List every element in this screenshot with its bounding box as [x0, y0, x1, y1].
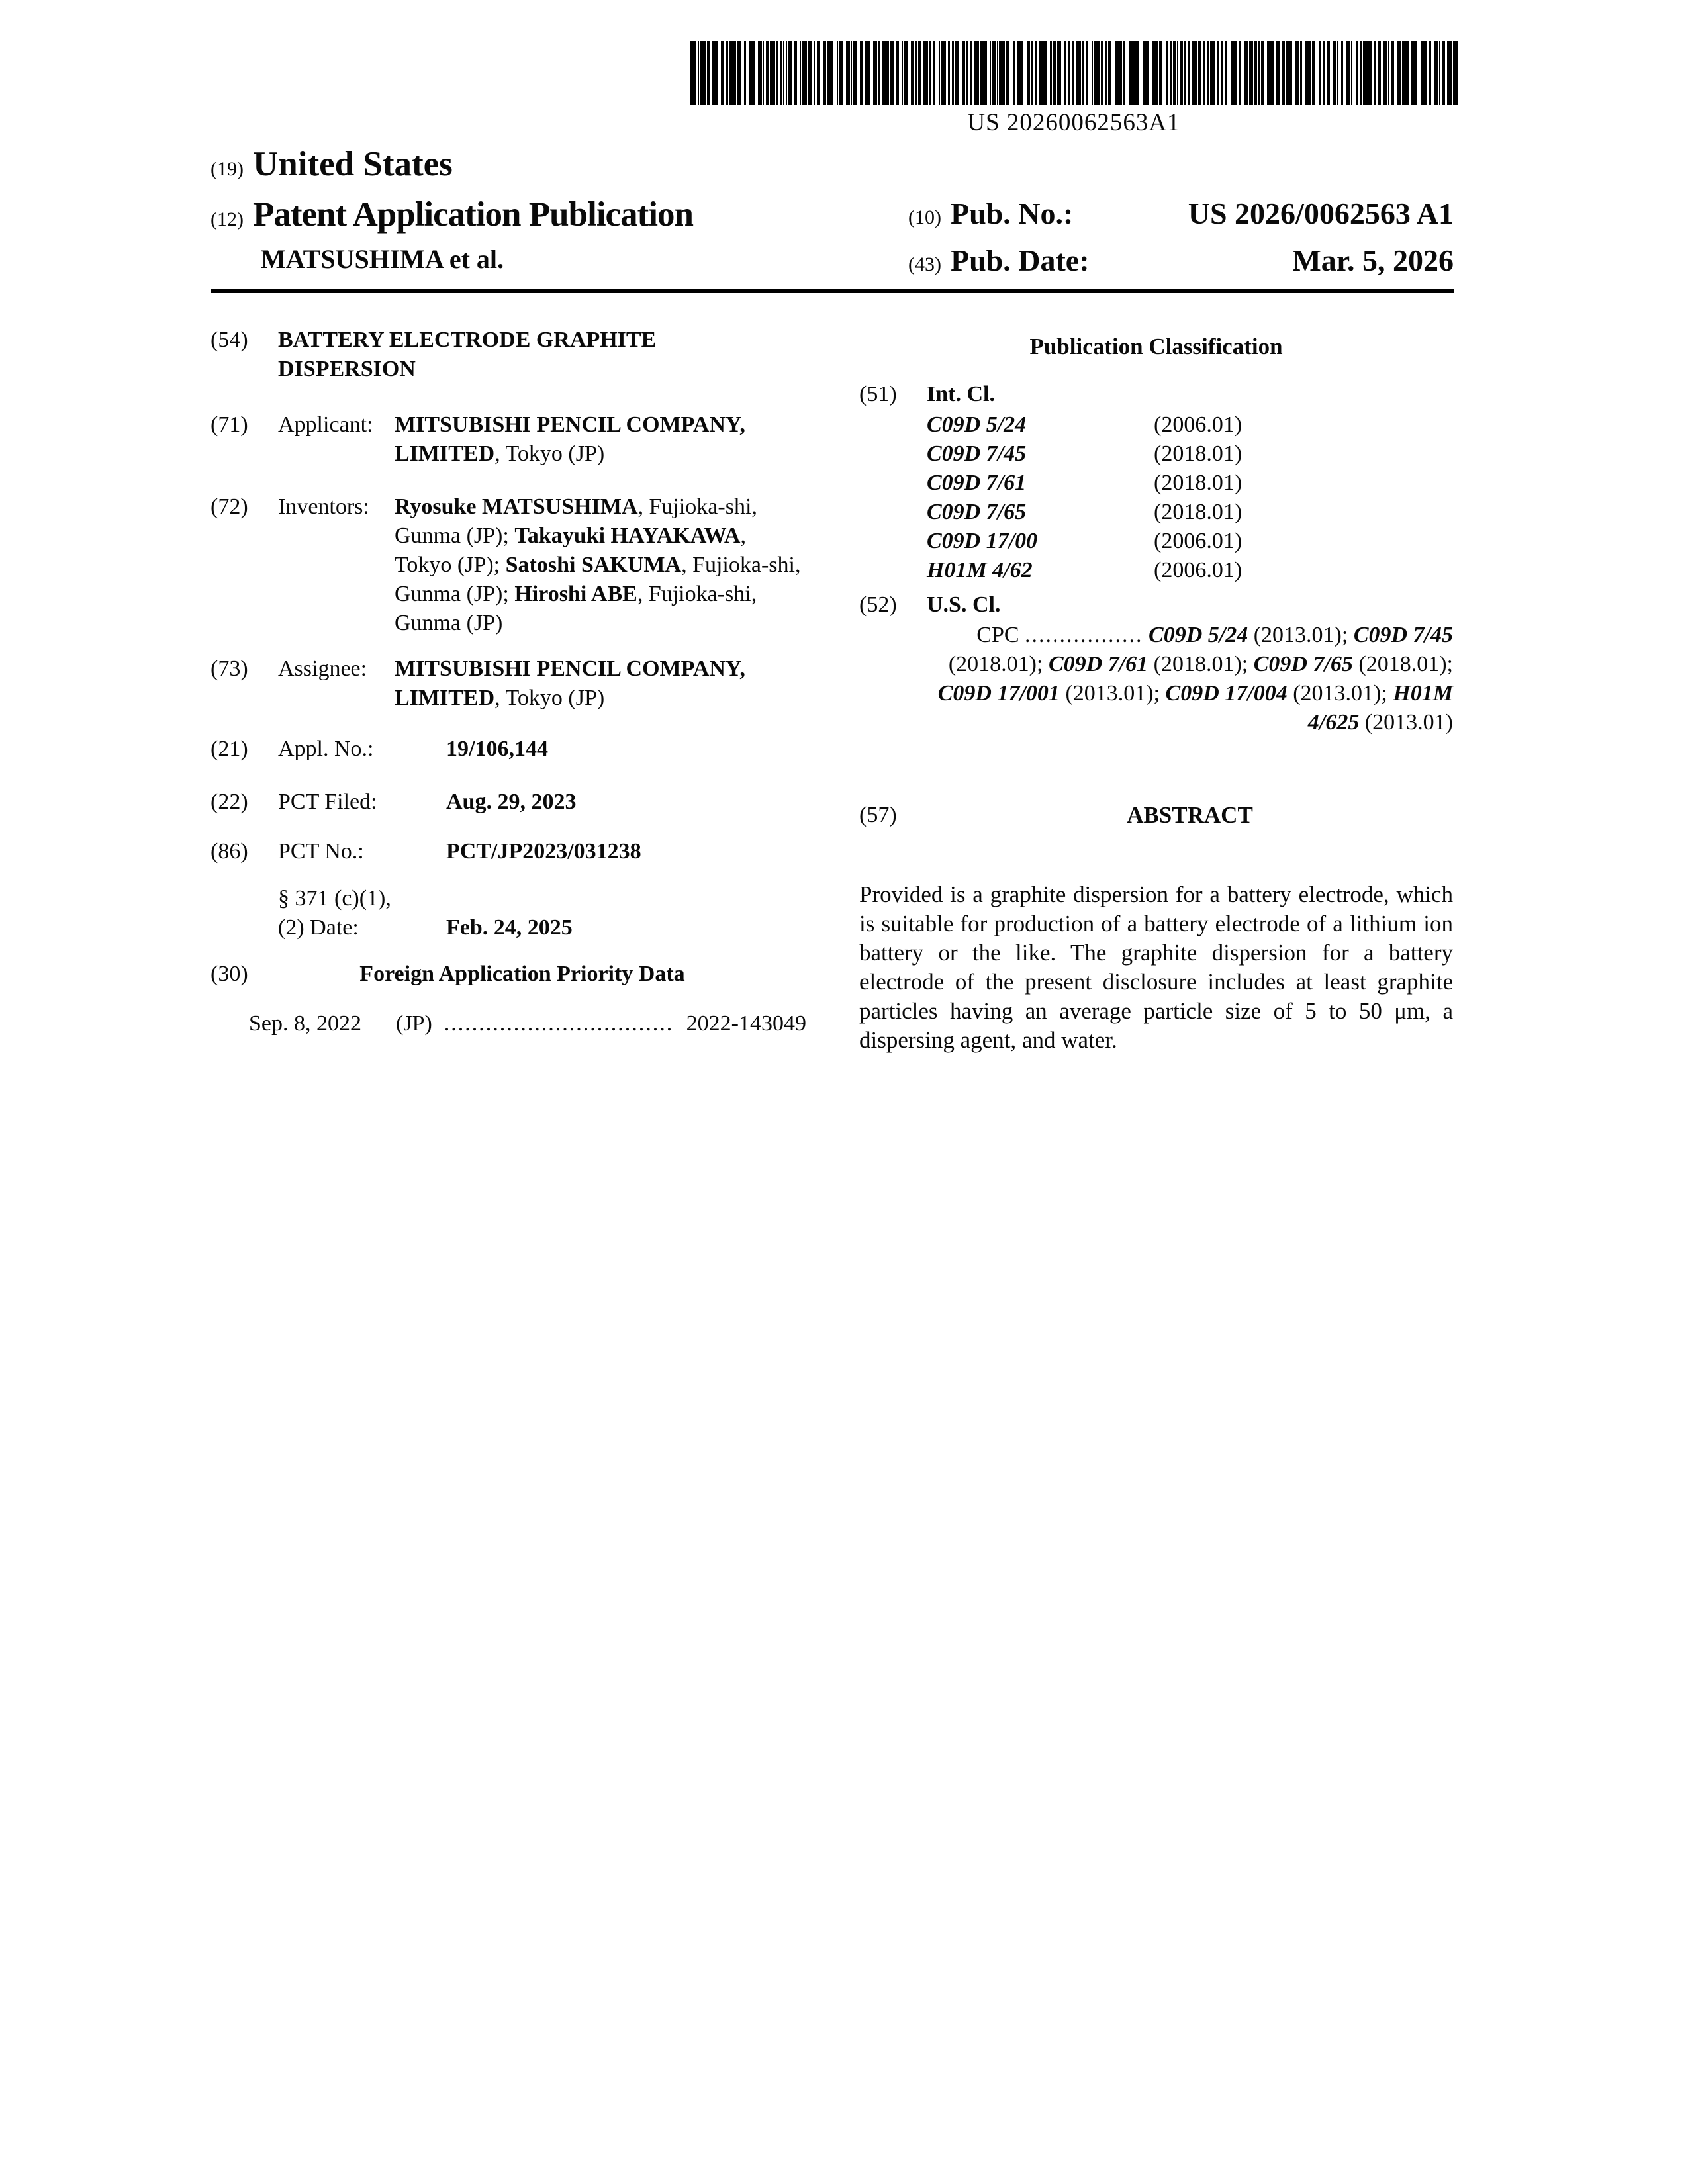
section-371-date-value: Feb. 24, 2025: [446, 915, 573, 940]
assignee-suffix: , Tokyo (JP): [494, 686, 605, 710]
inventor-location: , Fujioka-shi, Gunma (JP);: [395, 494, 757, 548]
cpc-code: C09D 7/65: [1253, 652, 1353, 676]
int-cl-code: C09D 7/65: [927, 500, 1027, 524]
us-cl-heading-row: [859, 590, 1453, 619]
applicant-name: MITSUBISHI PENCIL COMPANY, LIMITED: [395, 412, 745, 466]
header-divider: [211, 289, 1454, 293]
header-right: [908, 196, 1454, 278]
field-number-86: (86): [211, 839, 248, 864]
field-number-19: (19): [211, 158, 244, 180]
int-cl-entry: [927, 469, 1453, 498]
int-cl-version: (2006.01): [1154, 412, 1243, 437]
int-cl-entry: [927, 410, 1453, 439]
cpc-version: (2013.01): [1359, 710, 1453, 735]
int-cl-code: C09D 7/61: [927, 471, 1027, 495]
field-number-73: (73): [211, 657, 248, 681]
priority-dotted-leader: .................................: [444, 1011, 674, 1036]
cpc-classification-text: [927, 621, 1453, 737]
inventor-location: , Fujioka-shi, Gunma (JP): [395, 582, 757, 635]
pub-no-row: [908, 196, 1454, 231]
int-cl-entry: [927, 556, 1453, 585]
assignee-field: [211, 655, 806, 713]
int-cl-entry: [927, 498, 1453, 527]
cpc-code: H01M 4/625: [1307, 681, 1453, 735]
pct-filed-value: Aug. 29, 2023: [446, 790, 577, 814]
cpc-version: (2013.01);: [1059, 681, 1166, 705]
priority-application-number: 2022-143049: [686, 1011, 806, 1036]
int-cl-label: Int. Cl.: [927, 382, 995, 406]
country-line: [211, 144, 899, 184]
publication-type-line: [211, 195, 899, 234]
inventor-name: Satoshi SAKUMA: [505, 553, 682, 577]
int-cl-version: (2006.01): [1154, 558, 1243, 582]
field-number-12: (12): [211, 208, 244, 230]
cpc-version: (2018.01);: [1148, 652, 1254, 676]
cpc-code: C09D 5/24: [1149, 623, 1248, 647]
us-cl-label: U.S. Cl.: [927, 592, 1001, 617]
field-number-22: (22): [211, 790, 248, 814]
applicant-suffix: , Tokyo (JP): [494, 441, 605, 466]
field-number-71: (71): [211, 412, 248, 437]
field-number-30: (30): [211, 962, 248, 986]
field-number-54: (54): [211, 328, 248, 352]
field-number-72: (72): [211, 494, 248, 519]
field-number-10: (10): [908, 206, 941, 228]
section-371-line: § 371 (c)(1),: [278, 886, 391, 911]
cpc-code: C09D 7/61: [1048, 652, 1149, 676]
cpc-code: C09D 17/004: [1165, 681, 1288, 705]
inventors-label: Inventors:: [278, 494, 369, 519]
int-cl-code: C09D 17/00: [927, 529, 1038, 553]
cpc-version: (2018.01);: [1352, 652, 1453, 676]
invention-title: BATTERY ELECTRODE GRAPHITE DISPERSION: [278, 328, 657, 381]
pct-no-field: [211, 837, 806, 866]
int-cl-code: H01M 4/62: [927, 558, 1033, 582]
field-number-52: (52): [859, 592, 897, 617]
pct-no-value: PCT/JP2023/031238: [446, 839, 641, 864]
field-number-57: (57): [859, 803, 897, 827]
cpc-dotted-leader: .................: [1025, 623, 1143, 647]
pub-no-label: Pub. No.:: [950, 197, 1074, 230]
section-371-date-row: [278, 913, 806, 942]
barcode-caption: US 20260062563A1: [967, 109, 1180, 136]
abstract-text: Provided is a graphite dispersion for a battery electrode, which is suitable for production of a battery electrode of a lithium ion battery or the like. The graphite dispersion for a battery electrode of the present disclosure includes at least graphite particles having an average particle size of 5 to 50 μm, a dispersing agent, and water.: [859, 882, 1453, 1053]
section-371-block: [278, 884, 806, 942]
assignee-name: MITSUBISHI PENCIL COMPANY, LIMITED: [395, 657, 745, 710]
publication-type: Patent Application Publication: [252, 195, 693, 234]
inventor-name: Ryosuke MATSUSHIMA: [395, 494, 638, 519]
inventor-name: Hiroshi ABE: [514, 582, 637, 606]
priority-data-row: [211, 1009, 806, 1038]
inventor-location: , Fujioka-shi, Gunma (JP);: [395, 553, 801, 606]
cpc-prefix: CPC: [976, 623, 1019, 647]
int-cl-entry: [927, 527, 1453, 556]
field-number-21: (21): [211, 737, 248, 761]
assignee-label: Assignee:: [278, 657, 367, 681]
pub-date-row: [908, 243, 1454, 278]
cpc-version: (2013.01);: [1248, 623, 1354, 647]
appl-no-label: Appl. No.:: [278, 737, 374, 761]
appl-no-field: [211, 735, 806, 764]
appl-no-value: 19/106,144: [446, 737, 548, 761]
country-name: United States: [252, 145, 453, 183]
int-cl-code: C09D 7/45: [927, 441, 1027, 466]
field-number-51: (51): [859, 382, 897, 406]
barcode-block: [690, 41, 1458, 137]
first-named-inventor: MATSUSHIMA et al.: [261, 244, 504, 274]
foreign-priority-heading: Foreign Application Priority Data: [359, 962, 685, 986]
cpc-code: C09D 17/001: [937, 681, 1060, 705]
cpc-version: (2018.01);: [948, 652, 1049, 676]
section-371-date-label: (2) Date:: [278, 915, 359, 940]
priority-country: (JP): [396, 1011, 432, 1036]
foreign-priority-heading-row: [211, 960, 806, 989]
int-cl-entry: [927, 439, 1453, 469]
int-cl-entries: [927, 410, 1453, 585]
int-cl-version: (2018.01): [1154, 500, 1243, 524]
pct-filed-field: [211, 788, 806, 817]
int-cl-version: (2018.01): [1154, 441, 1243, 466]
abstract-heading-row: [859, 801, 1453, 830]
applicant-label: Applicant:: [278, 412, 373, 437]
pct-filed-label: PCT Filed:: [278, 790, 377, 814]
int-cl-version: (2018.01): [1154, 471, 1243, 495]
pub-date-label: Pub. Date:: [950, 244, 1090, 277]
publication-classification-heading: Publication Classification: [1029, 334, 1283, 359]
inventor-location: , Tokyo (JP);: [395, 523, 746, 577]
int-cl-version: (2006.01): [1154, 529, 1243, 553]
int-cl-heading-row: [859, 380, 1453, 409]
inventors-field: [211, 492, 806, 638]
pct-no-label: PCT No.:: [278, 839, 364, 864]
classification-column: [859, 326, 1453, 1055]
title-field: [211, 326, 806, 384]
inventors-value: [395, 492, 806, 638]
abstract-heading: ABSTRACT: [1127, 802, 1253, 828]
assignee-value: [395, 655, 806, 713]
int-cl-code: C09D 5/24: [927, 412, 1027, 437]
field-number-43: (43): [908, 253, 941, 275]
inventor-name: Takayuki HAYAKAWA: [514, 523, 741, 548]
applicant-field: [211, 410, 806, 469]
bibliographic-column: [211, 326, 806, 1038]
cpc-version: (2013.01);: [1287, 681, 1393, 705]
pub-no-value: US 2026/0062563 A1: [1188, 197, 1454, 230]
barcode-image: [690, 41, 1458, 105]
applicant-value: [395, 410, 806, 469]
priority-date: Sep. 8, 2022: [249, 1011, 361, 1036]
header-left: [211, 144, 899, 275]
pub-date-value: Mar. 5, 2026: [1292, 244, 1454, 277]
cpc-code: C09D 7/45: [1353, 623, 1453, 647]
